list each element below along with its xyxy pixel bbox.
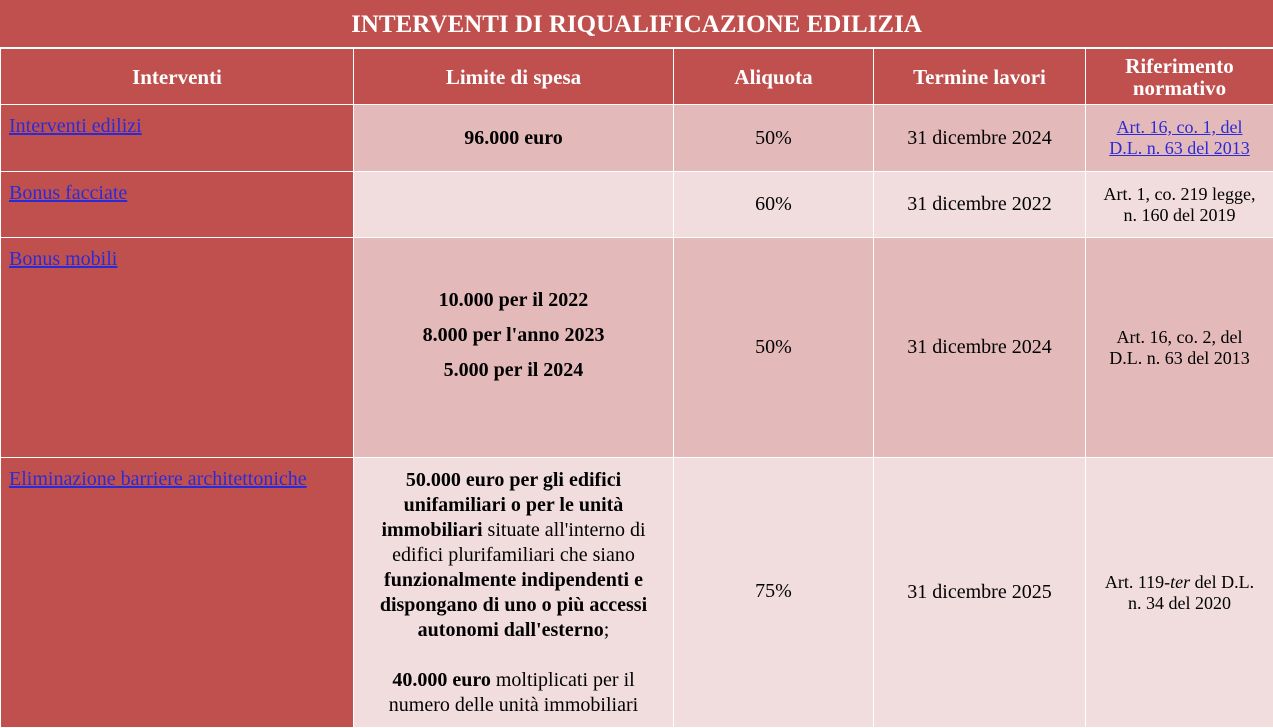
aliquota-cell [674,458,874,728]
intervento-link-facciate[interactable]: Bonus facciate [9,182,127,204]
limite-cell [354,238,674,458]
table-row [1,458,1273,728]
table-row [1,172,1273,238]
riferimento-line-1b: del D.L. [1190,572,1254,592]
limite-paragraph-2 [366,668,661,718]
limite-cell [354,458,674,728]
header-limite: Limite di spesa [354,49,674,105]
intervento-link-mobili[interactable]: Bonus mobili [9,248,117,270]
riferimento-line-2: D.L. n. 63 del 2013 [1109,348,1249,368]
header-interventi: Interventi [1,49,354,105]
table-title: INTERVENTI DI RIQUALIFICAZIONE EDILIZIA [0,0,1273,48]
limite-bold-2: funzionalmente indipendenti e dispongano di uno o più accessi autonomi dall'esterno [380,569,647,641]
limite-normal-1: situate all'interno di edifici plurifamiliari che siano [392,519,645,566]
limite-paragraph-1 [366,468,661,643]
interventions-table [0,48,1273,728]
riferimento-line-1: Art. 1, co. 219 legge, [1104,184,1256,204]
intervento-cell [1,238,354,458]
riferimento-ter: ter [1170,572,1190,592]
header-termine: Termine lavori [874,49,1086,105]
table-row [1,105,1273,172]
limite-bold-3: 40.000 euro [392,669,491,691]
riferimento-line-2: n. 160 del 2019 [1124,205,1236,225]
limite-cell [354,172,674,238]
termine-cell: 31 dicembre 2024 [874,238,1086,458]
limite-line-3: 5.000 per il 2024 [354,353,673,388]
limite-line-1: 10.000 per il 2022 [354,283,673,318]
riferimento-line-1a: Art. 119- [1105,572,1170,592]
table-row [1,238,1273,458]
riferimento-line-1: Art. 16, co. 1, del [1117,117,1243,137]
limite-end: ; [604,619,610,641]
intervento-cell [1,105,354,172]
riferimento-link[interactable] [1109,117,1249,158]
riferimento-line-1: Art. 16, co. 2, del [1117,327,1243,347]
aliquota-cell: 50% [674,238,874,458]
riferimento-cell [1086,172,1273,238]
intervento-cell [1,172,354,238]
termine-cell: 31 dicembre 2022 [874,172,1086,238]
header-row [1,49,1273,105]
riferimento-line-2: n. 34 del 2020 [1128,593,1231,613]
riferimento-line-2: D.L. n. 63 del 2013 [1109,138,1249,158]
aliquota-cell: 50% [674,105,874,172]
intervento-cell [1,458,354,728]
header-aliquota: Aliquota [674,49,874,105]
riferimento-cell [1086,105,1273,172]
riferimento-cell [1086,238,1273,458]
limite-bold-1: 50.000 euro per gli edifici unifamiliari o per le unità immobiliari [381,469,623,541]
header-riferimento: Riferimento normativo [1086,49,1273,105]
termine-cell: 31 dicembre 2024 [874,105,1086,172]
intervento-link-edilizi[interactable]: Interventi edilizi [9,115,142,137]
limite-normal-2: moltiplicati per il numero delle unità immobiliari [389,669,638,716]
limite-line-2: 8.000 per l'anno 2023 [354,318,673,353]
riferimento-cell [1086,458,1273,728]
intervento-link-barriere[interactable]: Eliminazione barriere architettoniche [9,468,307,490]
limite-cell: 96.000 euro [354,105,674,172]
aliquota-value: 75% [674,580,873,603]
aliquota-cell: 60% [674,172,874,238]
termine-cell: 31 dicembre 2025 [874,458,1086,728]
